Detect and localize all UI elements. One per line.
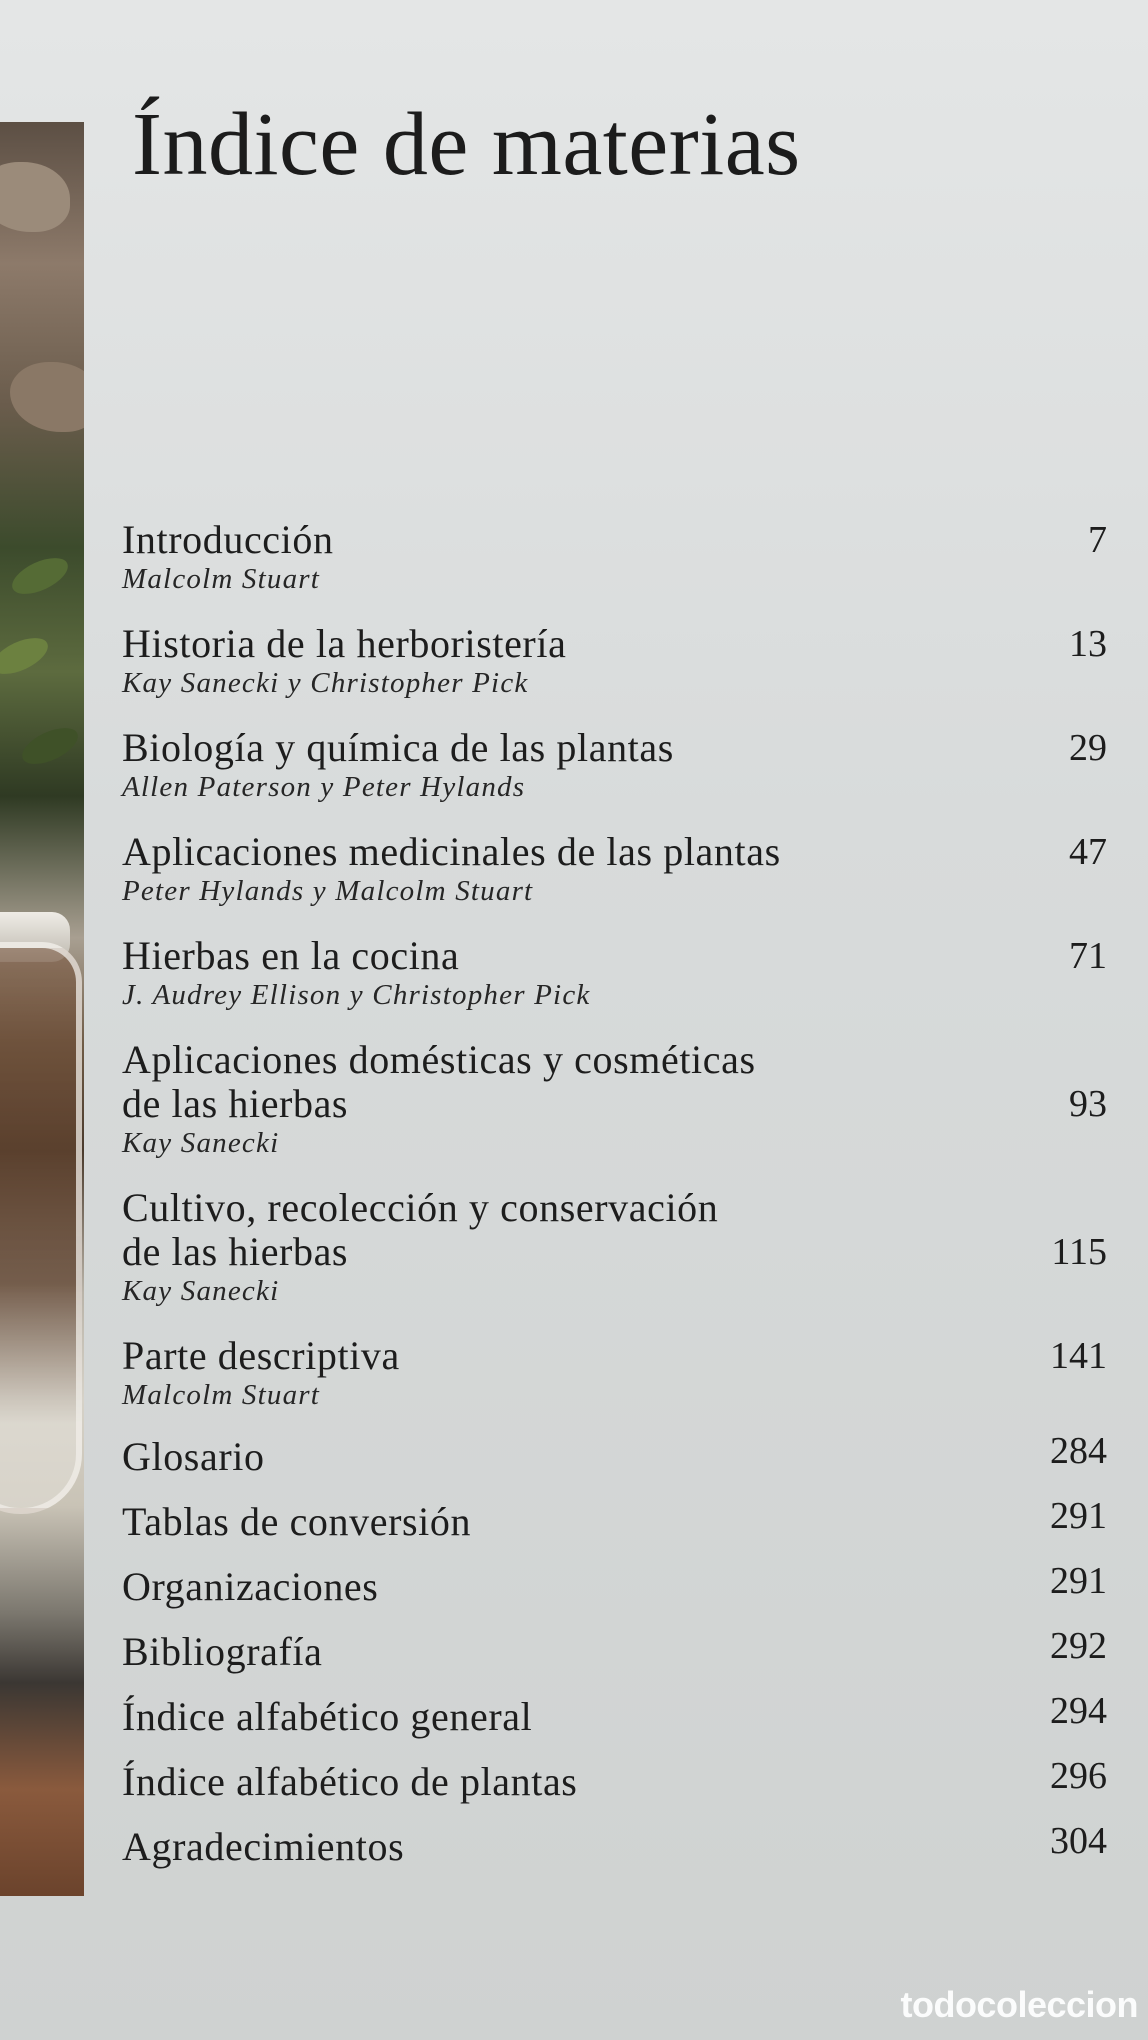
toc-entry-author: Malcolm Stuart — [122, 1379, 321, 1411]
toc-entry-page: 13 — [1069, 623, 1107, 665]
toc-entry-page: 284 — [1050, 1429, 1107, 1472]
toc-entry-heading: Índice alfabético general — [122, 1693, 533, 1739]
toc-entry — [122, 1489, 1107, 1554]
photo-leaf — [7, 551, 73, 602]
toc-entry-author: J. Audrey Ellison y Christopher Pick — [122, 979, 591, 1011]
toc-entry-heading: Cultivo, recolección y conservación de las hierbas — [122, 1185, 719, 1274]
table-of-contents — [122, 518, 1107, 1879]
toc-entry-author: Peter Hylands y Malcolm Stuart — [122, 875, 534, 907]
toc-entry-page: 304 — [1050, 1819, 1107, 1862]
toc-entry-heading: Organizaciones — [122, 1563, 379, 1609]
toc-entry-heading: Aplicaciones domésticas y cosméticas de las hierbas — [122, 1037, 756, 1126]
toc-entry-author: Kay Sanecki — [122, 1127, 280, 1159]
toc-entry-heading: Tablas de conversión — [122, 1498, 472, 1544]
toc-entry-heading: Índice alfabético de plantas — [122, 1758, 578, 1804]
toc-entry — [122, 1619, 1107, 1684]
toc-entry-page: 29 — [1069, 727, 1107, 769]
toc-entry-page: 291 — [1050, 1494, 1107, 1537]
toc-entry-heading: Parte descriptiva — [122, 1333, 400, 1378]
toc-entry-heading: Introducción — [122, 517, 334, 562]
herb-photo — [0, 122, 84, 1896]
toc-entry — [122, 1554, 1107, 1619]
toc-entry-author: Malcolm Stuart — [122, 563, 321, 595]
toc-entry-heading: Biología y química de las plantas — [122, 725, 674, 770]
toc-entry-page: 291 — [1050, 1559, 1107, 1602]
toc-entry — [122, 1038, 1107, 1160]
photo-rock — [0, 162, 70, 232]
toc-entry — [122, 1684, 1107, 1749]
toc-entry — [122, 1749, 1107, 1814]
toc-entry — [122, 518, 1107, 596]
toc-entry-author: Kay Sanecki y Christopher Pick — [122, 667, 529, 699]
watermark-logo: todocoleccion — [900, 1984, 1138, 2025]
toc-entry-page: 47 — [1069, 831, 1107, 873]
toc-entry-heading: Bibliografía — [122, 1628, 323, 1674]
photo-jar — [0, 942, 82, 1514]
photo-leaf — [0, 631, 53, 682]
toc-entry — [122, 1424, 1107, 1489]
toc-entry — [122, 1186, 1107, 1308]
toc-entry-page: 292 — [1050, 1624, 1107, 1667]
toc-entry-heading: Glosario — [122, 1433, 265, 1479]
toc-entry-page: 71 — [1069, 935, 1107, 977]
toc-entry — [122, 622, 1107, 700]
toc-entry-page: 115 — [1051, 1231, 1107, 1273]
toc-entry — [122, 934, 1107, 1012]
toc-entry-page: 93 — [1069, 1083, 1107, 1125]
photo-rock — [10, 362, 84, 432]
toc-entry-author: Kay Sanecki — [122, 1275, 280, 1307]
toc-entry-page: 296 — [1050, 1754, 1107, 1797]
toc-entry-page: 294 — [1050, 1689, 1107, 1732]
toc-entry — [122, 1334, 1107, 1412]
toc-entry — [122, 1814, 1107, 1879]
toc-entry-page: 7 — [1088, 519, 1107, 561]
page-title: Índice de materias — [132, 95, 801, 194]
photo-leaf — [17, 721, 83, 772]
toc-entry-author: Allen Paterson y Peter Hylands — [122, 771, 526, 803]
toc-entry-heading: Historia de la herboristería — [122, 621, 567, 666]
toc-entry — [122, 726, 1107, 804]
toc-entry-page: 141 — [1050, 1335, 1107, 1377]
toc-entry-heading: Hierbas en la cocina — [122, 933, 460, 978]
toc-entry-heading: Agradecimientos — [122, 1823, 405, 1869]
toc-entry — [122, 830, 1107, 908]
toc-entry-heading: Aplicaciones medicinales de las plantas — [122, 829, 781, 874]
